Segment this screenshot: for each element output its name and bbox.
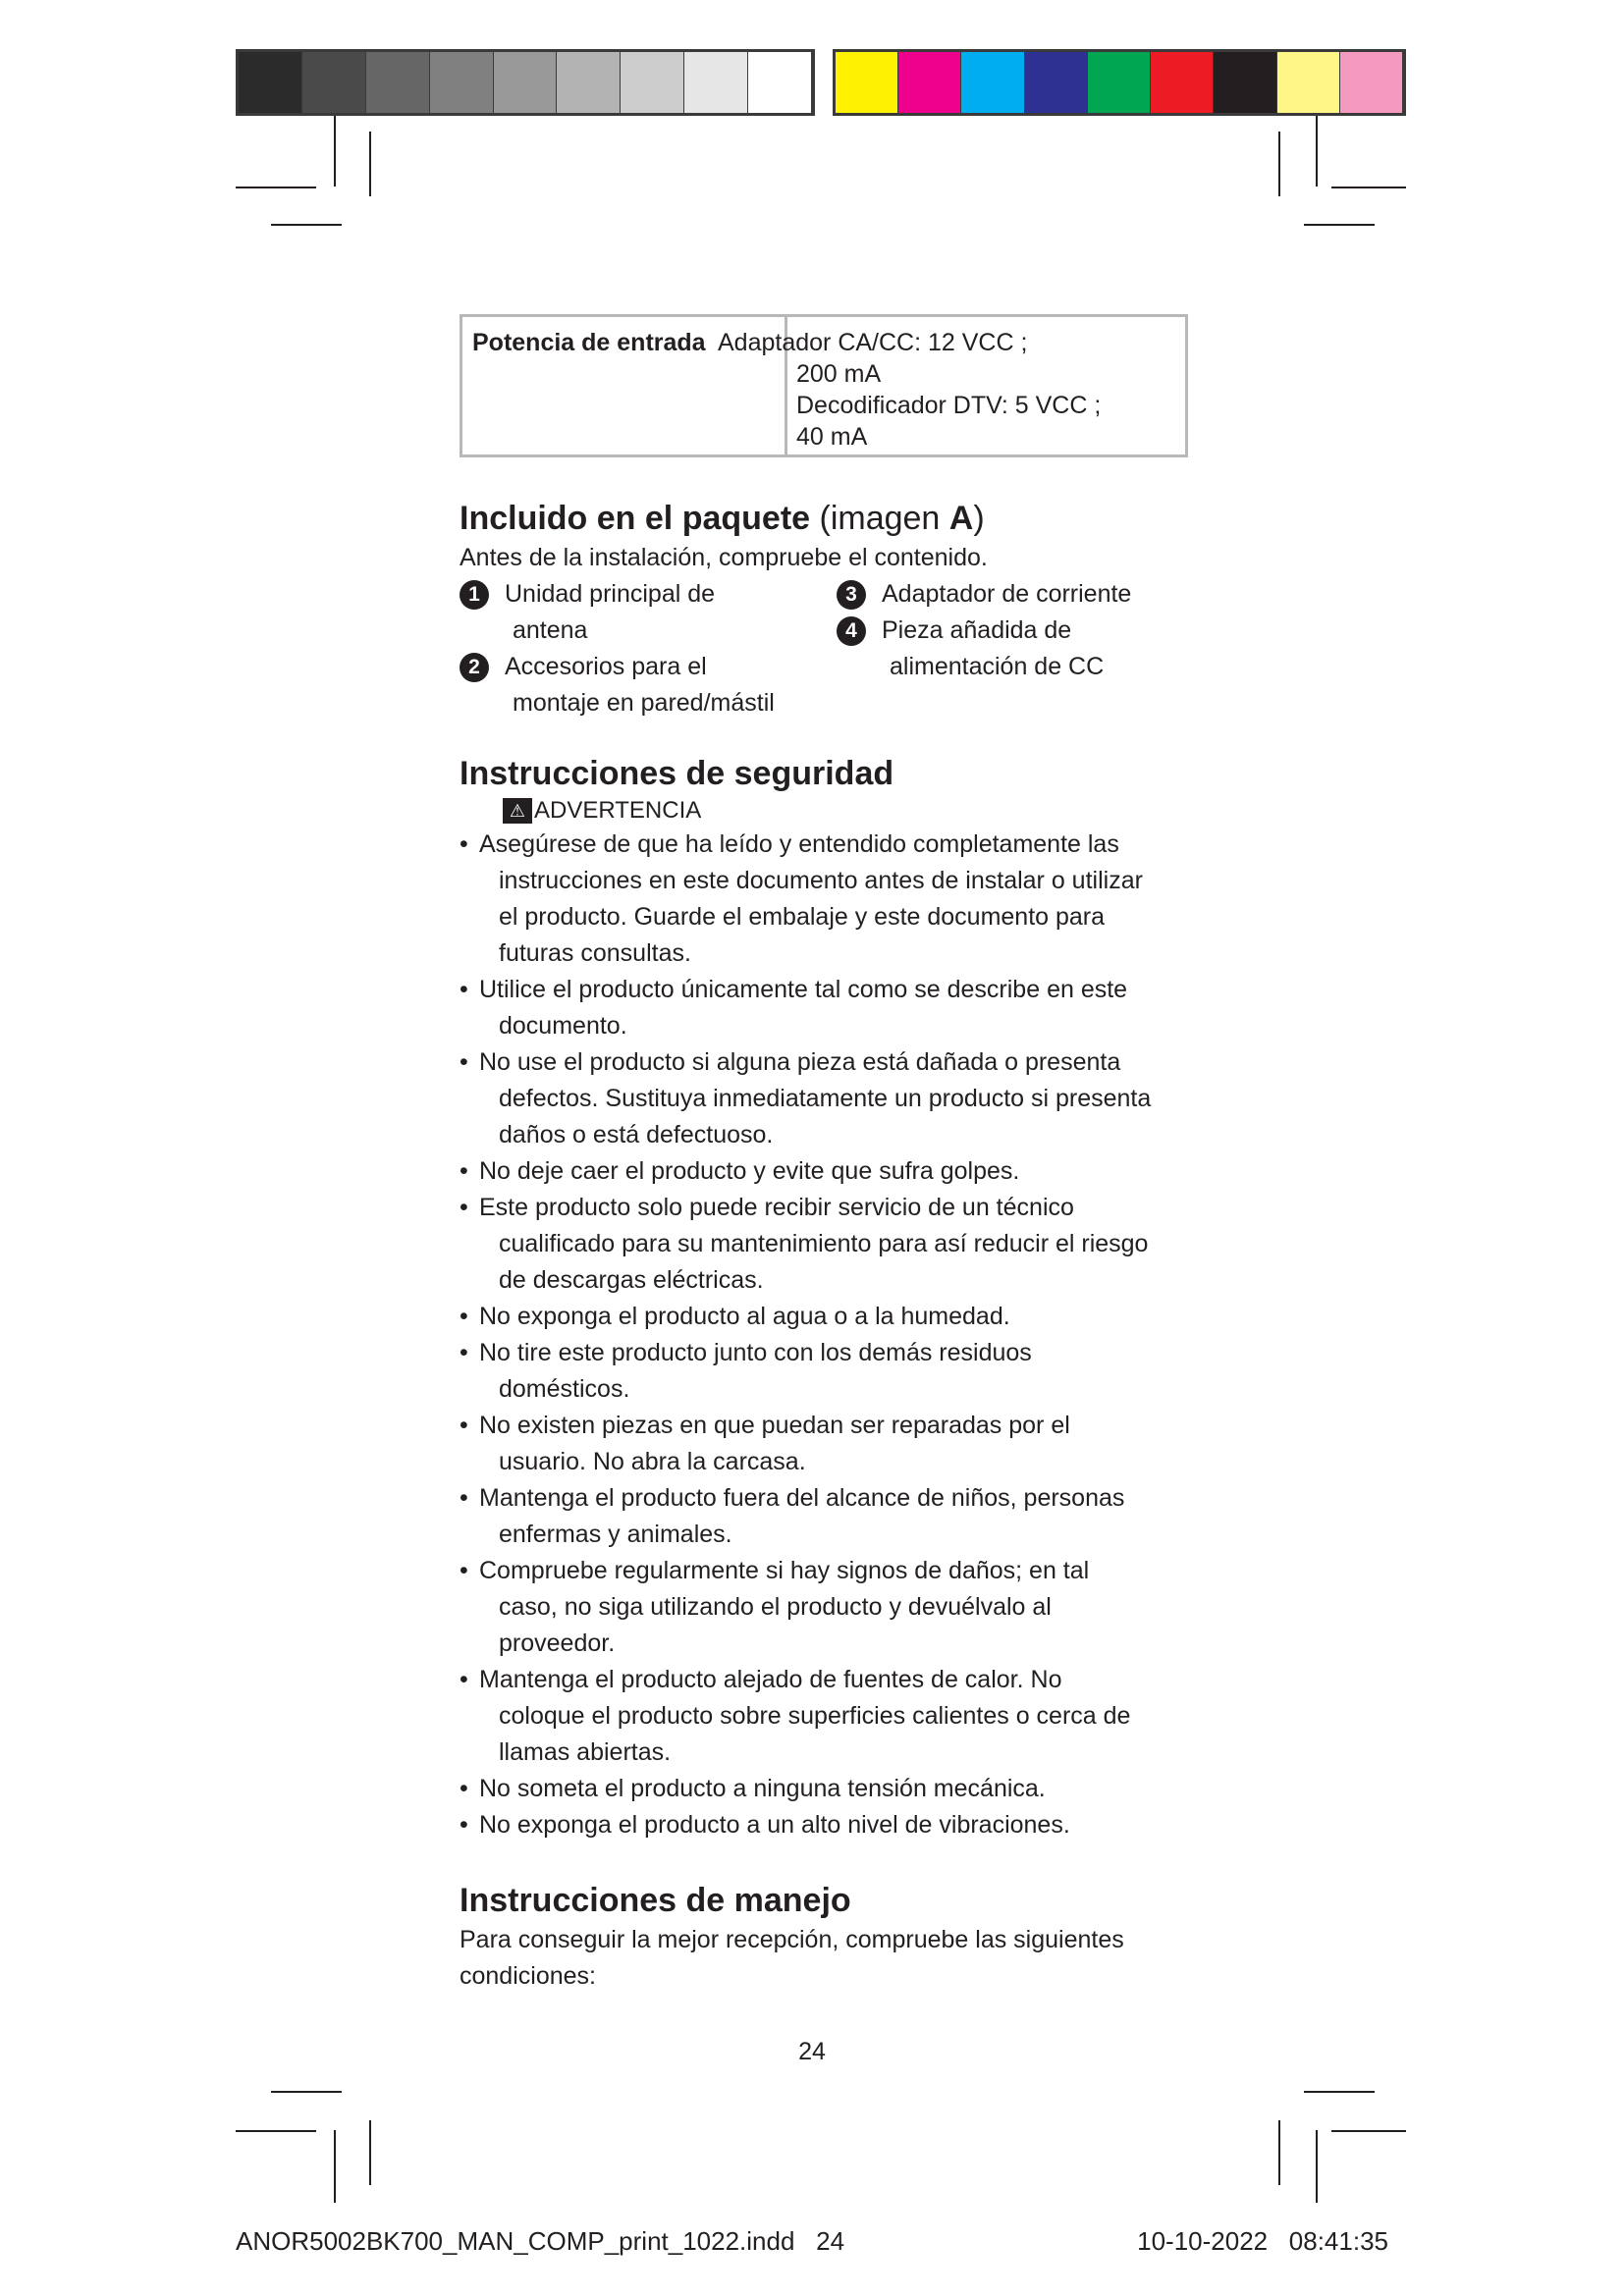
operation-section xyxy=(460,1879,1186,1995)
package-heading: Incluido en el paquete (imagen A) xyxy=(460,500,985,537)
package-item: 4 Pieza añadida de alimentación de CC xyxy=(837,613,1104,685)
safety-bullet: • Este producto solo puede recibir servicio de un técnico cualificado para su mantenimiento para así reducir el riesgo de descargas eléctricas. xyxy=(460,1190,1186,1299)
gray-swatch xyxy=(684,52,748,113)
color-swatch xyxy=(1277,52,1340,113)
item-number-badge: 3 xyxy=(837,580,866,610)
package-items xyxy=(460,576,1186,723)
operation-heading: Instrucciones de manejo xyxy=(460,1882,851,1919)
item-number-badge: 2 xyxy=(460,653,489,682)
gray-swatch xyxy=(239,52,302,113)
color-swatch xyxy=(1340,52,1403,113)
color-swatch xyxy=(1088,52,1151,113)
gray-swatch xyxy=(494,52,558,113)
color-swatch xyxy=(1214,52,1276,113)
page-number: 24 xyxy=(798,2038,826,2065)
spec-values xyxy=(718,327,1102,453)
safety-bullet: • Mantenga el producto fuera del alcance de niños, personas enfermas y animales. xyxy=(460,1480,1186,1553)
safety-section xyxy=(460,752,1186,1843)
safety-bullet: • No exponga el producto a un alto nivel de vibraciones. xyxy=(460,1807,1186,1843)
safety-bullet: • No use el producto si alguna pieza está dañada o presenta defectos. Sustituya inmediatamente un producto si presenta daños o está defectuoso. xyxy=(460,1044,1186,1153)
gray-swatch xyxy=(430,52,494,113)
spec-value-line: 40 mA xyxy=(796,423,868,451)
safety-bullet: • Compruebe regularmente si hay signos de daños; en tal caso, no siga utilizando el producto y devuélvalo al proveedor. xyxy=(460,1553,1186,1662)
color-swatch xyxy=(961,52,1024,113)
spec-value-line: Decodificador DTV: 5 VCC ; xyxy=(796,392,1102,419)
safety-bullet: • No deje caer el producto y evite que sufra golpes. xyxy=(460,1153,1186,1190)
package-intro: Antes de la instalación, compruebe el contenido. xyxy=(460,544,988,571)
color-swatch xyxy=(1151,52,1214,113)
gray-swatch xyxy=(621,52,684,113)
item-number-badge: 1 xyxy=(460,580,489,610)
color-swatch xyxy=(898,52,961,113)
warning-label-row xyxy=(460,795,1186,827)
gray-swatch xyxy=(302,52,366,113)
operation-intro-line: condiciones: xyxy=(460,1962,596,1990)
gray-swatch xyxy=(748,52,812,113)
print-file-slug: ANOR5002BK700_MAN_COMP_print_1022.indd 24 xyxy=(236,2226,845,2256)
safety-bullet: • No tire este producto junto con los demás residuos domésticos. xyxy=(460,1335,1186,1408)
color-swatch xyxy=(1025,52,1088,113)
gray-swatch xyxy=(557,52,621,113)
warning-label: ADVERTENCIA xyxy=(534,797,702,824)
safety-bullet: • Asegúrese de que ha leído y entendido completamente las instrucciones en este documento antes de instalar o utilizar el producto. Guarde el embalaje y este documento para futuras consultas. xyxy=(460,827,1186,972)
safety-heading: Instrucciones de seguridad xyxy=(460,755,894,792)
package-item: 1 Unidad principal de antena xyxy=(460,576,715,649)
warning-triangle-icon: ⚠ xyxy=(503,798,532,824)
package-item: 3 Adaptador de corriente xyxy=(837,576,1131,613)
safety-bullet: • No exponga el producto al agua o a la humedad. xyxy=(460,1299,1186,1335)
safety-bullet: • Mantenga el producto alejado de fuentes de calor. No coloque el producto sobre superficies calientes o cerca de llamas abiertas. xyxy=(460,1662,1186,1771)
spec-value-line: 200 mA xyxy=(796,360,882,388)
item-number-badge: 4 xyxy=(837,616,866,646)
gray-swatch xyxy=(366,52,430,113)
safety-bullet: • No someta el producto a ninguna tensión mecánica. xyxy=(460,1771,1186,1807)
package-section xyxy=(460,497,1186,723)
manual-page-content xyxy=(460,314,1186,1990)
grayscale-color-bar xyxy=(236,49,815,116)
spec-table xyxy=(460,314,1188,457)
package-item: 2 Accesorios para el montaje en pared/mástil xyxy=(460,649,775,721)
color-swatch xyxy=(836,52,898,113)
safety-bullet: • No existen piezas en que puedan ser reparadas por el usuario. No abra la carcasa. xyxy=(460,1408,1186,1480)
operation-intro-line: Para conseguir la mejor recepción, compruebe las siguientes xyxy=(460,1926,1124,1953)
process-color-bar xyxy=(833,49,1406,116)
safety-bullet: • Utilice el producto únicamente tal como se describe en este documento. xyxy=(460,972,1186,1044)
spec-value-line: Adaptador CA/CC: 12 VCC ; xyxy=(718,329,1028,356)
spec-label: Potencia de entrada xyxy=(472,329,706,356)
print-timestamp: 10-10-2022 08:41:35 xyxy=(1137,2226,1388,2256)
safety-list xyxy=(460,827,1186,1843)
